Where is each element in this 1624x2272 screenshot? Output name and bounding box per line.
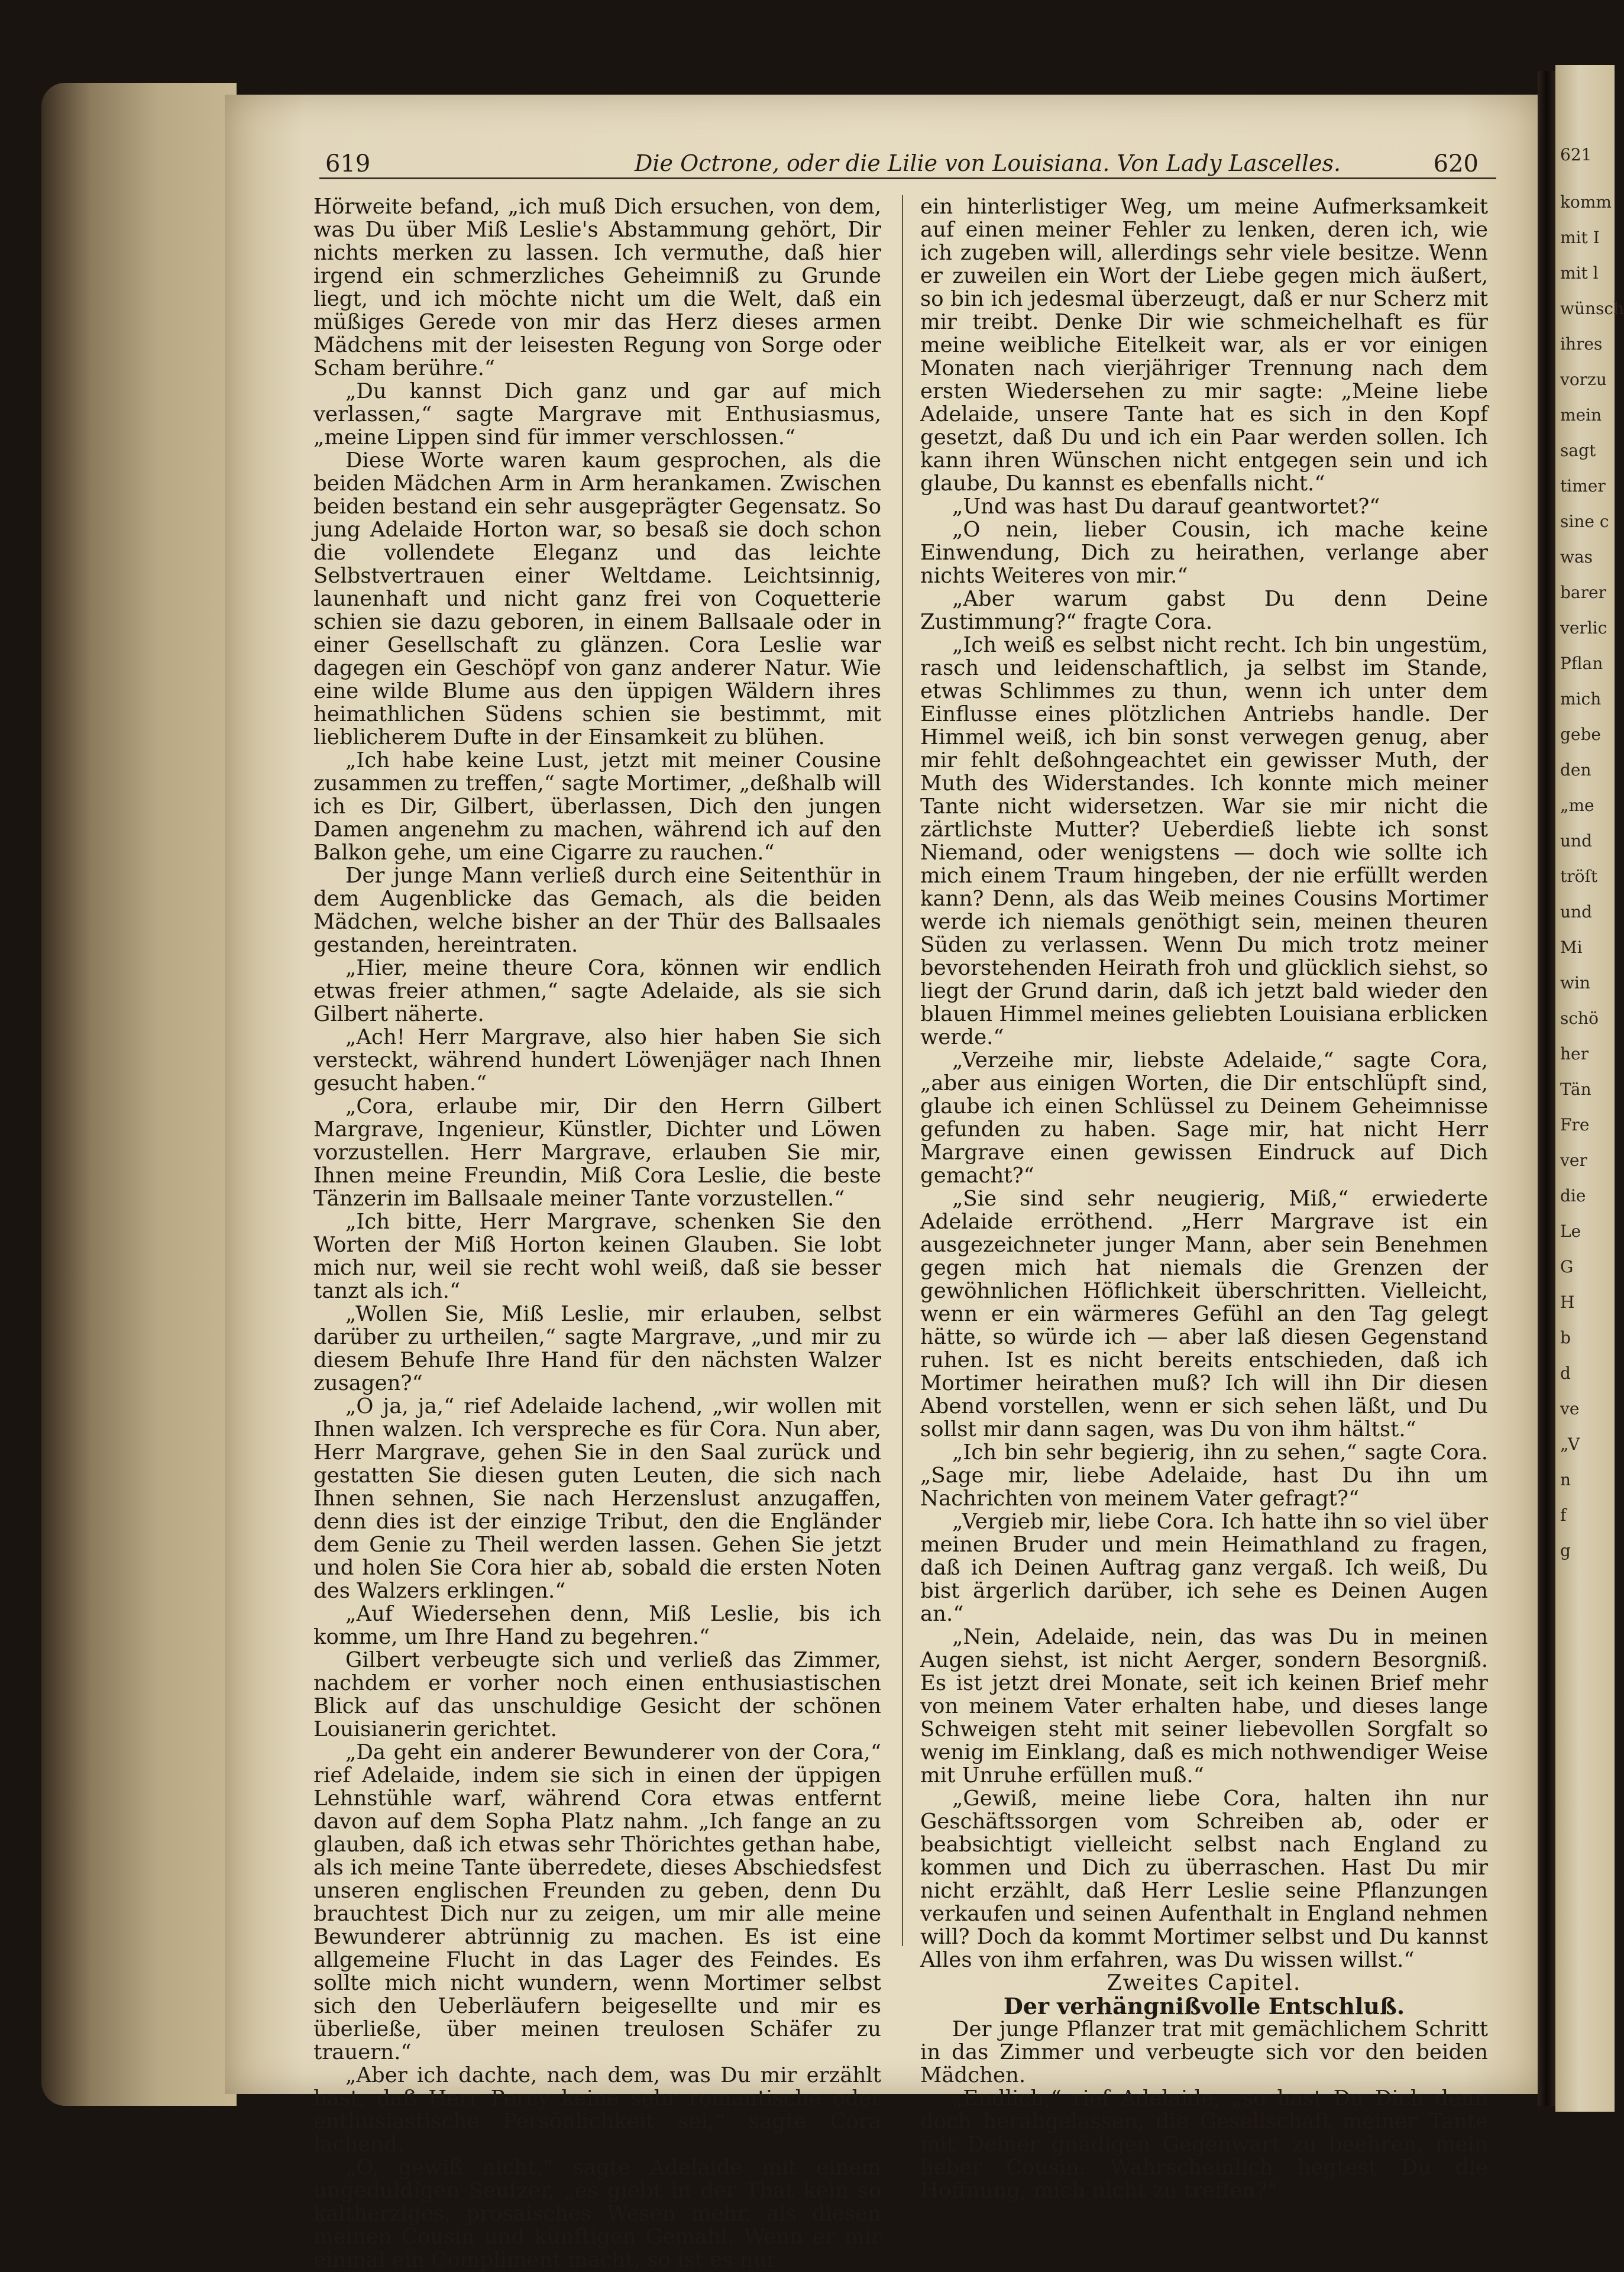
paragraph: Diese Worte waren kaum gesprochen, als die beiden Mädchen Arm in Arm herankamen. Zwischen beiden bestand ein sehr ausgeprägter Gegensatz. So jung Adelaide Horton war, so besaß sie doch schon die vollendete Eleganz und das leichte Selbstvertrauen einer Weltdame. Leichtsinnig, launenhaft und nicht ganz frei von Coquetterie schien sie dazu geboren, in einem Ballsaale oder in einer Gesellschaft zu glänzen. Cora Leslie war dagegen ein Geschöpf von ganz anderer Natur. Wie eine wilde Blume aus den üppigen Wäldern ihres heimathlichen Südens schien sie bestimmt, mit lieblicherem Dufte in der Einsamkeit zu blühen. bbox=[313, 448, 881, 749]
chapter-title: Der verhängnißvolle Entschluß. bbox=[1003, 1993, 1405, 2019]
paragraph: „Ich bitte, Herr Margrave, schenken Sie den Worten der Miß Horton keinen Glauben. Sie lobt mich nur, weil sie recht wohl weiß, daß sie besser tanzt als ich.“ bbox=[313, 1210, 881, 1303]
next-page-fragment: ihres bbox=[1560, 334, 1603, 354]
next-page-fragment: verlic bbox=[1560, 618, 1607, 638]
next-page-fragment: H bbox=[1560, 1292, 1575, 1312]
next-page-fragment: b bbox=[1560, 1328, 1571, 1347]
next-page-fragment: timer bbox=[1560, 476, 1606, 496]
paragraph: „Aber ich dachte, nach dem, was Du mir erzählt hast, daß Herr Percy keine sehr romantische oder enthusiastische Persönlichkeit sei,“ sagte Cora lachend. bbox=[313, 2063, 881, 2157]
paragraph: „Cora, erlaube mir, Dir den Herrn Gilbert Margrave, Ingenieur, Künstler, Dichter und Löwen vorzustellen. Herr Margrave, erlauben Sie mir, Ihnen meine Freundin, Miß Cora Leslie, die beste Tänzerin im Ballsaale meiner Tante vorzustellen.“ bbox=[313, 1094, 881, 1211]
paragraph: „Aber warum gabst Du denn Deine Zustimmung?“ fragte Cora. bbox=[920, 587, 1488, 634]
paragraph: „Ach! Herr Margrave, also hier haben Sie sich versteckt, während hundert Löwenjäger nach Ihnen gesucht haben.“ bbox=[313, 1025, 881, 1095]
next-page-fragment: g bbox=[1560, 1541, 1571, 1560]
next-page-number: 621 bbox=[1560, 145, 1592, 164]
chapter-heading: Zweites Capitel. bbox=[1107, 1971, 1302, 1995]
next-page-fragment: mit l bbox=[1560, 263, 1599, 283]
next-page-fragment: Fre bbox=[1560, 1115, 1590, 1135]
next-page-fragment: Mi bbox=[1560, 938, 1583, 957]
header-rule bbox=[319, 177, 1496, 179]
next-page-fragment: was bbox=[1560, 547, 1593, 567]
next-page-fragment: den bbox=[1560, 760, 1591, 780]
next-page-fragment: gebe bbox=[1560, 725, 1601, 744]
paragraph: „Ich habe keine Lust, jetzt mit meiner Cousine zusammen zu treffen,“ sagte Mortimer, „deßhalb will ich es Dir, Gilbert, überlassen, Dich den jungen Damen angenehm zu machen, während ich auf den Balkon gehe, um eine Cigarre zu rauchen.“ bbox=[313, 748, 881, 865]
paragraph: „Endlich,“ rief Adelaide, „so hast Du Dich denn doch herabgelassen, die Gesellschaft meiner Tante mit Deiner gnädigen Gegenwart zu beehren, mein lieber Cousin. Wahrscheinlich hegtest Du die Hoffnung, mich nicht zu treffen?“ bbox=[920, 2086, 1488, 2203]
paragraph: Der junge Mann verließ durch eine Seitenthür in dem Augenblicke das Gemach, als die beiden Mädchen, welche bisher an der Thür des Ballsaales gestanden, hereintraten. bbox=[313, 864, 881, 957]
next-page-fragment: ve bbox=[1560, 1399, 1580, 1418]
paragraph: „Wollen Sie, Miß Leslie, mir erlauben, selbst darüber zu urtheilen,“ sagte Margrave, „und mir zu diesem Behufe Ihre Hand für den nächsten Walzer zusagen?“ bbox=[313, 1302, 881, 1395]
paragraph: „Gewiß, meine liebe Cora, halten ihn nur Geschäftssorgen vom Schreiben ab, oder er beabsichtigt vielleicht selbst nach England zu kommen und Dich zu überraschen. Hast Du mir nicht erzählt, daß Herr Leslie seine Pflanzungen verkaufen und seinen Aufenthalt in England nehmen will? Doch da kommt Mortimer selbst und Du kannst Alles von ihm erfahren, was Du wissen willst.“ bbox=[920, 1786, 1488, 1972]
next-page-fragment: die bbox=[1560, 1186, 1586, 1206]
next-page-fragment: „me bbox=[1560, 796, 1594, 815]
paragraph: „Hier, meine theure Cora, können wir endlich etwas freier athmen,“ sagte Adelaide, als sie sich Gilbert näherte. bbox=[313, 956, 881, 1026]
next-page-fragment: her bbox=[1560, 1044, 1589, 1064]
paragraph: Gilbert verbeugte sich und verließ das Zimmer, nachdem er vorher noch einen enthusiastischen Blick auf das unschuldige Gesicht der schönen Louisianerin gerichtet. bbox=[313, 1648, 881, 1741]
next-page-fragment: komm bbox=[1560, 192, 1612, 212]
next-page-fragment: G bbox=[1560, 1257, 1574, 1276]
next-page-fragment: mein bbox=[1560, 405, 1602, 425]
paragraph: Hörweite befand, „ich muß Dich ersuchen, von dem, was Du über Miß Leslie's Abstammung gehört, Dir nichts merken zu lassen. Ich vermuthe, daß hier irgend ein schmerzliches Geheimniß zu Grunde liegt, und ich möchte nicht um die Welt, daß ein müßiges Gerede von mir das Herz dieses armen Mädchens mit der leisesten Regung von Sorge oder Scham berühre.“ bbox=[313, 195, 881, 380]
next-page-fragment: sagt bbox=[1560, 441, 1596, 460]
next-page-strip bbox=[1560, 0, 1624, 2047]
paragraph: „O, gewiß nicht,“ sagte Adelaide mit einem ungeduldigen Seufzer, „es giebt in der That kein so kaltherziges, prosaisches Wesen mehr, als diesen meinen Cousin und künftigen Gemahl. Wenn er mir einmal ein Compliment macht, so ist es nur bbox=[313, 2155, 881, 2272]
next-page-fragment: wünsch bbox=[1560, 299, 1624, 318]
next-page-fragment: barer bbox=[1560, 583, 1606, 602]
paragraph: „Nein, Adelaide, nein, das was Du in meinen Augen siehst, ist nicht Aerger, sondern Besorgniß. Es ist jetzt drei Monate, seit ich keinen Brief mehr von meinem Vater erhalten habe, und dieses lange Schweigen steht mit seiner liebevollen Sorgfalt so wenig im Einklang, daß es mich nothwendiger Weise mit Unruhe erfüllen muß.“ bbox=[920, 1625, 1488, 1788]
paragraph: „Auf Wiedersehen denn, Miß Leslie, bis ich komme, um Ihre Hand zu begehren.“ bbox=[313, 1602, 881, 1649]
paragraph: Der junge Pflanzer trat mit gemächlichem Schritt in das Zimmer und verbeugte sich vor den beiden Mädchen. bbox=[920, 2017, 1488, 2087]
next-page-fragment: „V bbox=[1560, 1434, 1580, 1454]
right-column bbox=[920, 195, 1488, 2203]
paragraph: „Sie sind sehr neugierig, Miß,“ erwiederte Adelaide erröthend. „Herr Margrave ist ein ausgezeichneter junger Mann, aber sein Benehmen gegen mich hat niemals die Grenzen der gewöhnlichen Höflichkeit überschritten. Vielleicht, wenn er ein wärmeres Gefühl an den Tag gelegt hätte, so würde ich — aber laß diesen Gegenstand ruhen. Ist es nicht bereits entschieden, daß ich Mortimer heirathen muß? Ich will ihn Dir diesen Abend vorstellen, wenn er sich sehen läßt, und Du sollst mir dann sagen, was Du von ihm hältst.“ bbox=[920, 1187, 1488, 1442]
next-page-fragment: n bbox=[1560, 1470, 1571, 1489]
paragraph: „Ich weiß es selbst nicht recht. Ich bin ungestüm, rasch und leidenschaftlich, ja selbst im Stande, etwas Schlimmes zu thun, wenn ich unter dem Einflusse eines plötzlichen Antriebs handle. Der Himmel weiß, ich bin sonst verwegen genug, aber mir fehlt deßohngeachtet ein gewisser Muth, der Muth des Widerstandes. Ich konnte mich meiner Tante nicht widersetzen. War sie mir nicht die zärtlichste Mutter? Ueberdieß liebte ich sonst Niemand, oder wenigstens — doch wie sollte ich mich einem Traum hingeben, der nie erfüllt werden kann? Denn, als das Weib meines Cousins Mortimer werde ich niemals genöthigt sein, meinen theuren Süden zu verlassen. Wenn Du mich trotz meiner bevorstehenden Heirath froh und glücklich siehst, so liegt der Grund darin, daß ich jetzt bald wieder den blauen Himmel meines geliebten Louisiana erblicken werde.“ bbox=[920, 633, 1488, 1049]
paragraph: „Du kannst Dich ganz und gar auf mich verlassen,“ sagte Margrave mit Enthusiasmus, „meine Lippen sind für immer verschlossen.“ bbox=[313, 379, 881, 450]
page-number-right: 620 bbox=[1433, 150, 1479, 177]
page-number-left: 619 bbox=[325, 150, 371, 177]
paragraph: „O nein, lieber Cousin, ich mache keine Einwendung, Dich zu heirathen, verlange aber nichts Weiteres von mir.“ bbox=[920, 518, 1488, 588]
next-page-fragment: sine c bbox=[1560, 512, 1609, 531]
paragraph: „Und was hast Du darauf geantwortet?“ bbox=[952, 495, 1380, 519]
page-header bbox=[319, 142, 1502, 189]
next-page-fragment: Pflan bbox=[1560, 654, 1603, 673]
next-page-fragment: und bbox=[1560, 831, 1592, 851]
running-title: Die Octrone, oder die Lilie von Louisiana. Von Lady Lascelles. bbox=[634, 150, 1341, 176]
next-page-fragment: mit I bbox=[1560, 228, 1600, 247]
column-divider bbox=[902, 195, 903, 1946]
next-page-fragment: d bbox=[1560, 1363, 1571, 1383]
next-page-fragment: Le bbox=[1560, 1221, 1581, 1241]
next-page-fragment: tröſt bbox=[1560, 867, 1598, 886]
paragraph: „Ich bin sehr begierig, ihn zu sehen,“ sagte Cora. „Sage mir, liebe Adelaide, hast Du ihn um Nachrichten von meinem Vater gefragt?“ bbox=[920, 1440, 1488, 1511]
next-page-fragment: vorzu bbox=[1560, 370, 1607, 389]
paragraph: „Verzeihe mir, liebste Adelaide,“ sagte Cora, „aber aus einigen Worten, die Dir entschlüpft sind, glaube ich einen Schlüssel zu Deinem Geheimnisse gefunden zu haben. Sage mir, hat nicht Herr Margrave einen gewissen Eindruck auf Dich gemacht?“ bbox=[920, 1048, 1488, 1188]
next-page-fragment: win bbox=[1560, 973, 1590, 993]
paragraph: ein hinterlistiger Weg, um meine Aufmerksamkeit auf einen meiner Fehler zu lenken, deren ich, wie ich zugeben will, allerdings sehr viele besitze. Wenn er zuweilen ein Wort der Liebe gegen mich äußert, so bin ich jedesmal überzeugt, daß er nur Scherz mit mir treibt. Denke Dir wie schmeichelhaft es für meine weibliche Eitelkeit war, als er vor einigen Monaten nach vierjähriger Trennung nach dem ersten Wiedersehen zu mir sagte: „Meine liebe Adelaide, unsere Tante hat es sich in den Kopf gesetzt, daß Du und ich ein Paar werden sollen. Ich kann ihren Wünschen nicht entgegen sein und ich glaube, Du kannst es ebenfalls nicht.“ bbox=[920, 195, 1488, 496]
paragraph: „O ja, ja,“ rief Adelaide lachend, „wir wollen mit Ihnen walzen. Ich verspreche es für Cora. Nun aber, Herr Margrave, gehen Sie in den Saal zurück und gestatten Sie diesen guten Leuten, die sich nach Ihnen sehnen, Sie nach Herzenslust anzugaffen, denn dies ist der einzige Tribut, den die Engländer dem Genie zu Theil werden lassen. Gehen Sie jetzt und holen Sie Cora hier ab, sobald die ersten Noten des Walzers erklingen.“ bbox=[313, 1394, 881, 1603]
page-edges-left bbox=[41, 83, 237, 2106]
paragraph: „Da geht ein anderer Bewunderer von der Cora,“ rief Adelaide, indem sie sich in einen der üppigen Lehnstühle warf, während Cora etwas entfernt davon auf dem Sopha Platz nahm. „Ich fange an zu glauben, daß ich etwas sehr Thörichtes gethan habe, als ich meine Tante überredete, dieses Abschiedsfest unseren englischen Freunden zu geben, denn Du brauchtest Dich nur zu zeigen, um mir alle meine Bewunderer abtrünnig zu machen. Es ist eine allgemeine Flucht in das Lager des Feindes. Es sollte mich nicht wundern, wenn Mortimer selbst sich den Ueberläufern beigesellte und mir es überließe, über meinen treulosen Schäfer zu trauern.“ bbox=[313, 1740, 881, 2064]
next-page-fragment: und bbox=[1560, 902, 1592, 922]
book-gutter bbox=[1538, 71, 1555, 2106]
next-page-fragment: mich bbox=[1560, 689, 1602, 709]
next-page-fragment: f bbox=[1560, 1505, 1567, 1525]
next-page-fragment: ver bbox=[1560, 1150, 1587, 1170]
next-page-fragment: Tän bbox=[1560, 1080, 1591, 1099]
paragraph: „Vergieb mir, liebe Cora. Ich hatte ihn so viel über meinen Bruder und mein Heimathland zu fragen, daß ich Deinen Auftrag ganz vergaß. Ich weiß, Du bist ärgerlich darüber, ich sehe es Deinen Augen an.“ bbox=[920, 1510, 1488, 1626]
next-page-fragments bbox=[1560, 185, 1624, 1569]
left-column bbox=[313, 195, 881, 2272]
next-page-fragment: schö bbox=[1560, 1009, 1599, 1028]
